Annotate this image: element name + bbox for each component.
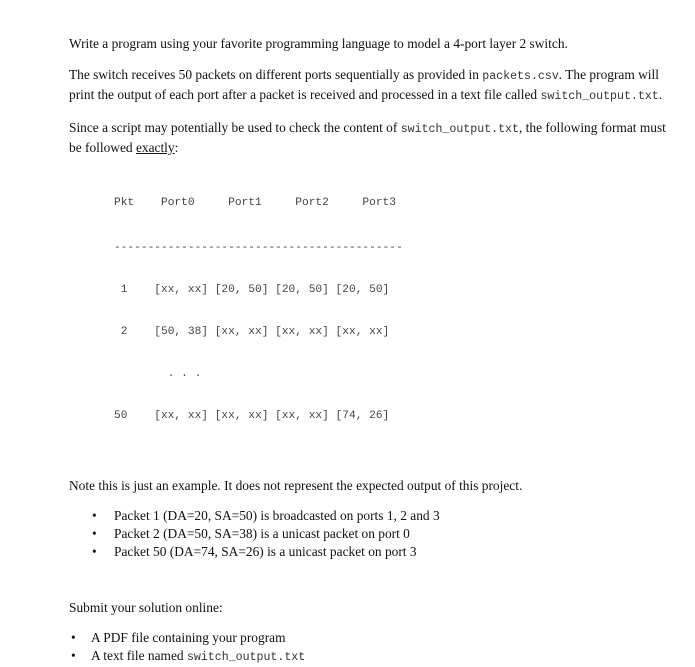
list-item	[69, 543, 669, 561]
example-explanation-list	[69, 507, 669, 561]
packets-text-a: The switch receives 50 packets on different ports sequentially as provided in	[69, 67, 483, 82]
sample-output-block	[114, 168, 669, 451]
packets-text-b: . The program will print the output of each port after a packet is received and processed in a text file called	[69, 67, 659, 102]
format-text-b: , the following format must be followed	[69, 120, 666, 155]
format-text-a: Since a script may potentially be used to check the content of	[69, 120, 401, 135]
list-item-text: Packet 50 (DA=74, SA=26) is a unicast packet on port 3	[114, 544, 417, 559]
list-item-text: Packet 1 (DA=20, SA=50) is broadcasted on ports 1, 2 and 3	[114, 508, 440, 523]
switch-output-code-3: switch_output.txt	[186, 651, 306, 664]
assignment-document	[69, 35, 669, 665]
list-item	[69, 507, 669, 525]
submission-list	[69, 629, 669, 665]
sample-header-row: Pkt Port0 Port1 Port2 Port3	[114, 197, 396, 209]
list-item	[69, 647, 669, 665]
sample-row: 2 [50, 38] [xx, xx] [xx, xx] [xx, xx]	[114, 326, 390, 338]
list-item-text: Packet 2 (DA=50, SA=38) is a unicast packet on port 0	[114, 526, 410, 541]
list-item	[69, 629, 669, 647]
list-item	[69, 525, 669, 543]
bullet-icon: •	[92, 526, 97, 541]
intro-paragraph: Write a program using your favorite programming language to model a 4-port layer 2 switch.	[69, 36, 568, 51]
sample-divider: -------------------------------------------	[114, 242, 403, 254]
bullet-icon: •	[92, 508, 97, 523]
bullet-icon: •	[71, 630, 76, 645]
exactly-emphasis: exactly	[135, 140, 175, 155]
submit-heading: Submit your solution online:	[69, 600, 223, 615]
packets-text-c: .	[658, 87, 663, 102]
packets-csv-code: packets.csv	[482, 70, 559, 83]
list-item-text: A text file named	[91, 648, 187, 663]
format-paragraph	[69, 119, 669, 157]
switch-output-code: switch_output.txt	[540, 90, 659, 103]
sample-row: 50 [xx, xx] [xx, xx] [xx, xx] [74, 26]	[114, 410, 390, 422]
bullet-icon: •	[92, 544, 97, 559]
switch-output-code-2: switch_output.txt	[400, 123, 519, 136]
format-text-c: :	[174, 140, 179, 155]
list-item-text: A PDF file containing your program	[91, 630, 286, 645]
sample-ellipsis-row: . . .	[114, 368, 202, 380]
sample-row: 1 [xx, xx] [20, 50] [20, 50] [20, 50]	[114, 284, 390, 296]
bullet-icon: •	[71, 648, 76, 663]
packets-paragraph	[69, 66, 669, 106]
note-paragraph: Note this is just an example. It does not represent the expected output of this project.	[69, 478, 523, 493]
